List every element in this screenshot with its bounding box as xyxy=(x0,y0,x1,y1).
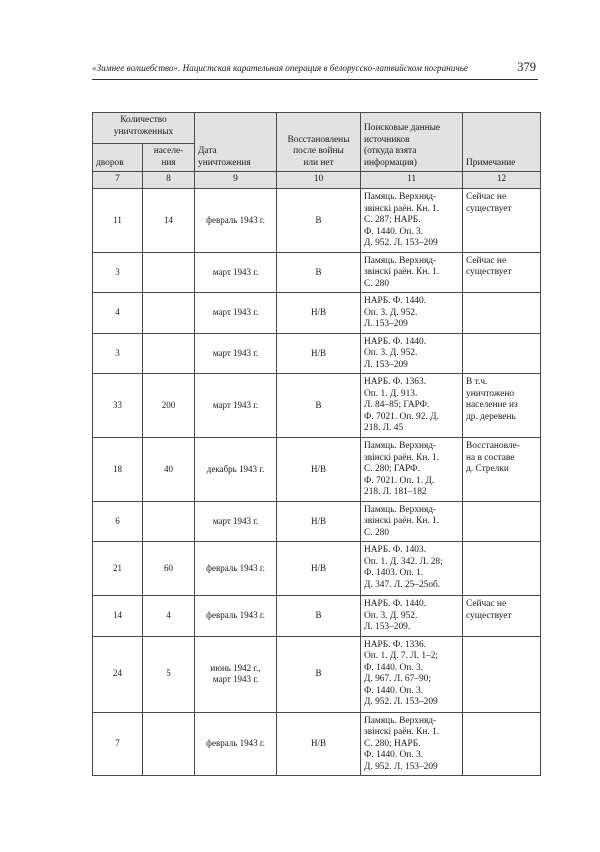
sources-cell: НАРБ. Ф. 1440. Оп. 3. Д. 952. Л. 153–209. xyxy=(361,596,463,637)
restored-status-cell: В xyxy=(277,252,361,293)
date-cell: февраль 1943 г. xyxy=(195,712,277,776)
date-cell: июнь 1942 г., март 1943 г. xyxy=(195,636,277,712)
header-rule xyxy=(92,79,538,80)
restored-status-cell: В xyxy=(277,636,361,712)
population-cell: 4 xyxy=(143,596,195,637)
restored-status-cell: Н/В xyxy=(277,293,361,334)
restored-status-cell: В xyxy=(277,374,361,438)
sources-cell: Памяць. Верхняд- звінскі раён. Кн. 1. С. 280 xyxy=(361,501,463,542)
households-cell: 7 xyxy=(93,712,143,776)
note-column-header: Примечание xyxy=(463,113,541,172)
population-cell xyxy=(143,712,195,776)
note-cell: Восстановле- на в составе д. Стрелки xyxy=(463,438,541,502)
table-row xyxy=(93,501,541,542)
sources-cell: Памяць. Верхняд- звінскі раён. Кн. 1. С. 287; НАРБ. Ф. 1440. Оп. 3. Д. 952. Л. 153–209 xyxy=(361,189,463,253)
table-row xyxy=(93,189,541,253)
restored-status-cell: В xyxy=(277,189,361,253)
households-cell: 6 xyxy=(93,501,143,542)
households-cell: 21 xyxy=(93,542,143,596)
note-cell: В т.ч. уничтожено население из др. деревень xyxy=(463,374,541,438)
table-row xyxy=(93,636,541,712)
population-cell: 14 xyxy=(143,189,195,253)
sources-cell: Памяць. Верхняд- звінскі раён. Кн. 1. С. 280; ГАРФ. Ф. 7021. Оп. 1. Д. 218. Л. 181–182 xyxy=(361,438,463,502)
population-cell xyxy=(143,333,195,374)
note-cell xyxy=(463,333,541,374)
destroyed-count-group-header: Количество уничтоженных xyxy=(93,113,195,144)
page-header xyxy=(92,60,538,82)
running-title: «Зимнее волшебство». Нацистская карательная операция в белорусско-латвийском пограничье xyxy=(92,63,468,73)
date-column-header: Дата уничтожения xyxy=(195,113,277,172)
population-cell: 5 xyxy=(143,636,195,712)
households-column-header: дворов xyxy=(93,144,143,172)
column-number: 11 xyxy=(361,172,463,189)
sources-cell: НАРБ. Ф. 1440. Оп. 3. Д. 952. Л. 153–209 xyxy=(361,333,463,374)
date-cell: март 1943 г. xyxy=(195,501,277,542)
note-cell xyxy=(463,542,541,596)
date-cell: февраль 1943 г. xyxy=(195,542,277,596)
households-cell: 18 xyxy=(93,438,143,502)
population-cell: 60 xyxy=(143,542,195,596)
column-number: 8 xyxy=(143,172,195,189)
households-cell: 33 xyxy=(93,374,143,438)
column-number-row xyxy=(93,172,541,189)
population-column-header: населе- ния xyxy=(143,144,195,172)
table-row xyxy=(93,438,541,502)
restored-status-cell: Н/В xyxy=(277,333,361,374)
date-cell: март 1943 г. xyxy=(195,374,277,438)
note-cell: Сейчас не существует xyxy=(463,596,541,637)
population-cell xyxy=(143,501,195,542)
restored-status-cell: Н/В xyxy=(277,542,361,596)
page-number: 379 xyxy=(517,60,536,74)
restored-status-cell: Н/В xyxy=(277,501,361,542)
population-cell xyxy=(143,293,195,334)
population-cell xyxy=(143,252,195,293)
date-cell: февраль 1943 г. xyxy=(195,189,277,253)
table-row xyxy=(93,252,541,293)
households-cell: 11 xyxy=(93,189,143,253)
table-row xyxy=(93,293,541,334)
date-cell: март 1943 г. xyxy=(195,252,277,293)
note-cell: Сейчас не существует xyxy=(463,189,541,253)
restored-status-cell: Н/В xyxy=(277,438,361,502)
households-cell: 14 xyxy=(93,596,143,637)
population-cell: 200 xyxy=(143,374,195,438)
column-number: 7 xyxy=(93,172,143,189)
date-cell: февраль 1943 г. xyxy=(195,596,277,637)
restored-column-header: Восстановлены после войны или нет xyxy=(277,113,361,172)
note-cell xyxy=(463,636,541,712)
table-row xyxy=(93,712,541,776)
households-cell: 3 xyxy=(93,252,143,293)
sources-cell: НАРБ. Ф. 1440. Оп. 3. Д. 952. Л. 153–209 xyxy=(361,293,463,334)
table-row xyxy=(93,333,541,374)
sources-cell: НАРБ. Ф. 1336. Оп. 1. Д. 7. Л. 1–2; Ф. 1440. Оп. 3. Д. 967. Л. 67–90; Ф. 1440. Оп. 3. Д. 952. Л. 153–209 xyxy=(361,636,463,712)
note-cell xyxy=(463,293,541,334)
sources-cell: Памяць. Верхняд- звінскі раён. Кн. 1. С. 280; НАРБ. Ф. 1440. Оп. 3. Д. 952. Л. 153–209 xyxy=(361,712,463,776)
destroyed-villages-table xyxy=(92,112,541,776)
date-cell: декабрь 1943 г. xyxy=(195,438,277,502)
population-cell: 40 xyxy=(143,438,195,502)
note-cell: Сейчас не существует xyxy=(463,252,541,293)
sources-cell: НАРБ. Ф. 1363. Оп. 1. Д. 913. Л. 84–85; ГАРФ. Ф. 7021. Оп. 92. Д. 218. Л. 45 xyxy=(361,374,463,438)
column-number: 9 xyxy=(195,172,277,189)
households-cell: 3 xyxy=(93,333,143,374)
sources-cell: НАРБ. Ф. 1403. Оп. 1. Д. 342. Л. 28; Ф. 1403. Оп. 1. Д. 347. Л. 25–25об. xyxy=(361,542,463,596)
date-cell: март 1943 г. xyxy=(195,293,277,334)
table-row xyxy=(93,596,541,637)
households-cell: 4 xyxy=(93,293,143,334)
date-cell: март 1943 г. xyxy=(195,333,277,374)
table-row xyxy=(93,374,541,438)
sources-column-header: Поисковые данные источников (откуда взята информация) xyxy=(361,113,463,172)
note-cell xyxy=(463,501,541,542)
restored-status-cell: В xyxy=(277,596,361,637)
column-number: 12 xyxy=(463,172,541,189)
restored-status-cell: Н/В xyxy=(277,712,361,776)
sources-cell: Памяць. Верхняд- звінскі раён. Кн. 1. С. 280 xyxy=(361,252,463,293)
households-cell: 24 xyxy=(93,636,143,712)
column-number: 10 xyxy=(277,172,361,189)
note-cell xyxy=(463,712,541,776)
table-row xyxy=(93,542,541,596)
